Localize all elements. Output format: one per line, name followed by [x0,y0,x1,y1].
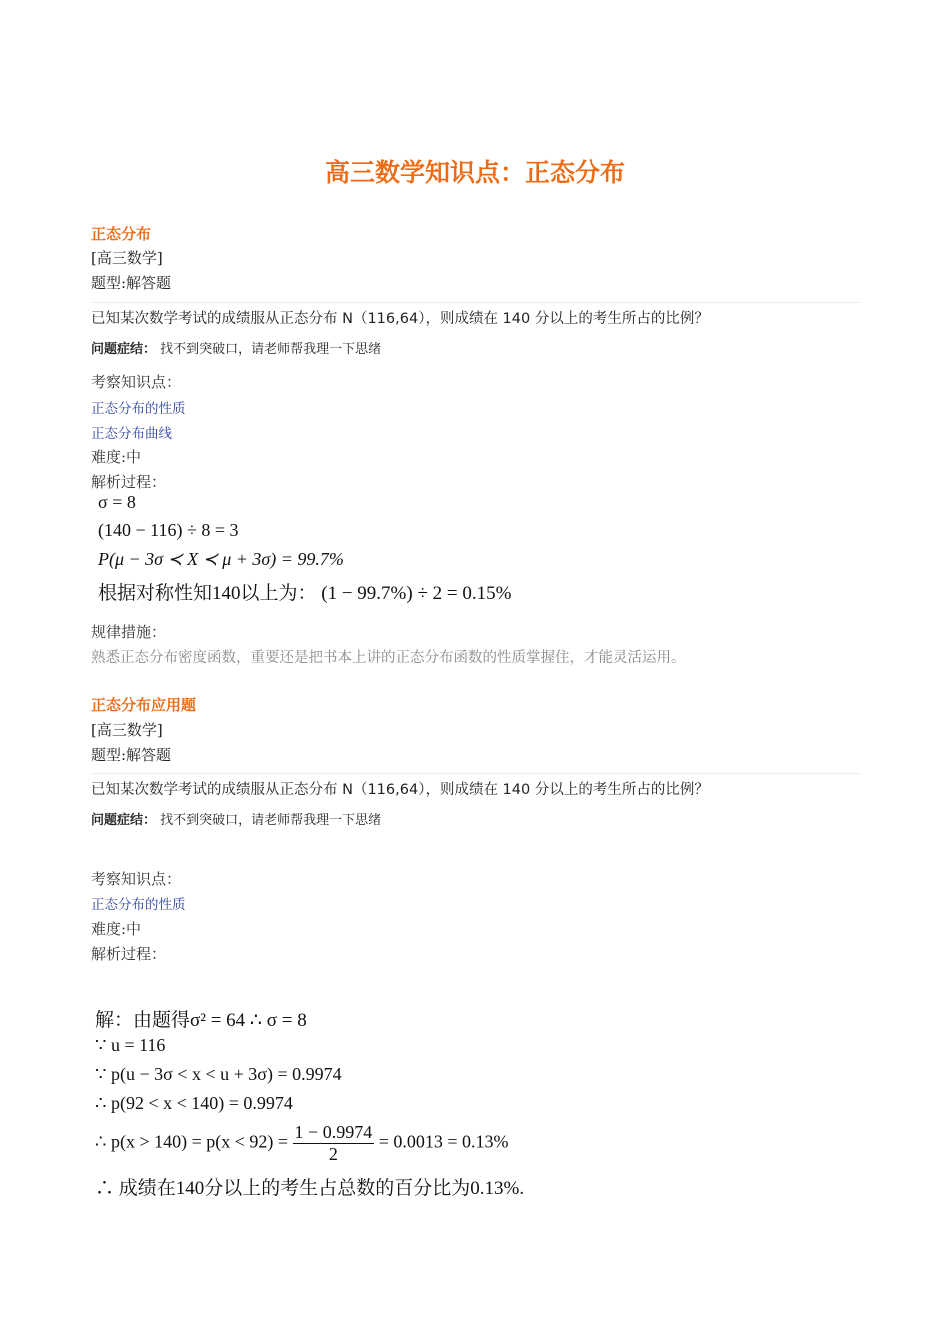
difficulty-label: 难度:中 [91,920,142,938]
problem-text: 找不到突破口，请老师帮我理一下思绪 [160,813,382,828]
solution-step: ∴ p(92 < x < 140) = 0.9974 [95,1093,293,1113]
solution-step: 根据对称性知140以上为： (1 − 99.7%) ÷ 2 = 0.15% [98,583,512,604]
knowledge-link[interactable]: 正态分布的性质 [91,401,186,417]
page-title: 高三数学知识点：正态分布 [324,158,625,187]
knowledge-label: 考察知识点： [91,373,182,391]
rule-text: 熟悉正态分布密度函数，重要还是把书本上讲的正态分布函数的性质掌握住，才能灵活运用。 [91,650,686,666]
solution-step: P(μ − 3σ ≺ X ≺ μ + 3σ) = 99.7% [98,549,344,569]
problem-label: 问题症结： [91,813,157,828]
equation-right: = 0.0013 = 0.13% [378,1131,509,1152]
fraction-denominator: 2 [328,1144,338,1164]
solution-step: (140 − 116) ÷ 8 = 3 [98,520,239,540]
analysis-label: 解析过程： [91,473,167,491]
difficulty-label: 难度:中 [91,448,142,466]
question-type: 题型:解答题 [91,746,172,764]
equation-left: ∴ p(x > 140) = p(x < 92) = [95,1131,289,1152]
fraction [293,1122,375,1165]
divider [91,773,861,774]
grade-tag: [高三数学] [91,249,163,267]
problem-label: 问题症结： [91,342,157,357]
solution-step [95,1122,509,1165]
solution-step: ∴ 成绩在140分以上的考生占总数的百分比为0.13%. [95,1178,525,1199]
solution-step: σ = 8 [98,492,136,512]
analysis-label: 解析过程： [91,945,167,963]
rule-label: 规律措施： [91,623,167,641]
question-type: 题型:解答题 [91,274,172,292]
problem-statement [91,809,381,828]
question-text: 已知某次数学考试的成绩服从正态分布 N（116,64），则成绩在 140 分以上的考生所占的比例？ [91,782,709,798]
fraction-numerator: 1 − 0.9974 [294,1122,373,1142]
problem-text: 找不到突破口，请老师帮我理一下思绪 [160,342,382,357]
problem-statement [91,338,381,357]
knowledge-label: 考察知识点： [91,870,182,888]
solution-step: ∵ u = 116 [95,1035,166,1055]
knowledge-link[interactable]: 正态分布的性质 [91,897,186,913]
knowledge-link[interactable]: 正态分布曲线 [91,426,172,442]
solution-step: ∵ p(u − 3σ < x < u + 3σ) = 0.9974 [95,1064,342,1084]
section-heading: 正态分布 [91,225,152,243]
solution-step: 解：由题得σ² = 64 ∴ σ = 8 [95,1010,307,1031]
section-heading: 正态分布应用题 [91,696,197,714]
divider [91,302,861,303]
question-text: 已知某次数学考试的成绩服从正态分布 N（116,64），则成绩在 140 分以上的考生所占的比例？ [91,311,709,327]
grade-tag: [高三数学] [91,721,163,739]
